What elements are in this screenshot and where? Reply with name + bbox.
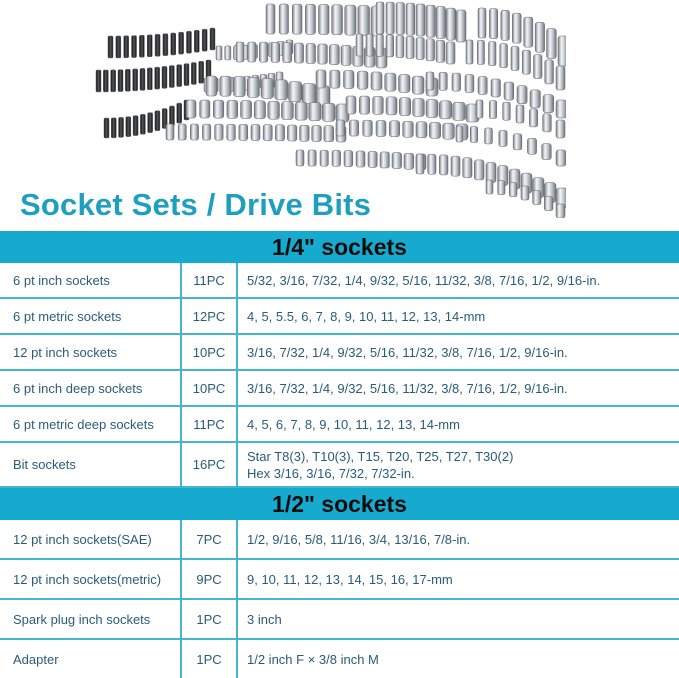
row-name: 12 pt inch sockets(metric) [13,571,162,587]
row-name: Bit sockets [13,457,76,472]
row-sizes: 3/16, 7/32, 1/4, 9/32, 5/16, 11/32, 3/8, 7/16, 1/2, 9/16-in. [247,344,568,360]
row-name: 6 pt metric deep sockets [13,416,154,432]
row-sizes: 5/32, 3/16, 7/32, 1/4, 9/32, 5/16, 11/32, 3/8, 7/16, 1/2, 9/16-in. [247,272,601,288]
row-name: 12 pt inch sockets(SAE) [13,531,152,547]
row-name: 6 pt metric sockets [13,308,122,324]
row-quantity: 11PC [180,407,238,441]
table-row [0,299,679,335]
table-row [0,407,679,443]
table-row [0,640,679,678]
row-name: Spark plug inch sockets [13,611,151,627]
row-quantity: 1PC [180,640,238,678]
row-name: 6 pt inch sockets [13,272,110,288]
row-name: Adapter [13,651,59,667]
row-quantity: 11PC [180,263,238,297]
row-sizes: 4, 5, 6, 7, 8, 9, 10, 11, 12, 13, 14-mm [247,416,460,432]
row-quantity: 10PC [180,371,238,405]
row-sizes: 9, 10, 11, 12, 13, 14, 15, 16, 17-mm [247,571,453,587]
page-title: Socket Sets / Drive Bits [20,187,372,222]
table-row [0,371,679,407]
table-row [0,443,679,488]
row-quantity: 10PC [180,335,238,369]
row-name: 6 pt inch deep sockets [13,380,143,396]
row-sizes: 1/2 inch F × 3/8 inch M [247,651,379,667]
row-quantity: 7PC [180,520,238,558]
row-quantity: 16PC [180,443,238,486]
socket-set-photo [86,0,566,218]
section-header-quarter-inch: 1/4" sockets [0,231,679,263]
spec-table [0,231,679,678]
table-row [0,600,679,640]
table-row [0,560,679,600]
row-sizes: 4, 5, 5.5, 6, 7, 8, 9, 10, 11, 12, 13, 14-mm [247,308,486,324]
table-row [0,520,679,560]
row-sizes-line: Star T8(3), T10(3), T15, T20, T25, T27, T30(2) [247,448,514,464]
section-header-half-inch: 1/2" sockets [0,488,679,520]
row-quantity: 12PC [180,299,238,333]
table-row [0,263,679,299]
row-sizes: 3 inch [247,611,282,627]
row-sizes: 1/2, 9/16, 5/8, 11/16, 3/4, 13/16, 7/8-in. [247,531,471,547]
row-sizes [238,443,679,486]
row-name: 12 pt inch sockets [13,344,118,360]
table-row [0,335,679,371]
row-quantity: 9PC [180,560,238,598]
row-sizes: 3/16, 7/32, 1/4, 9/32, 5/16, 11/32, 3/8, 7/16, 1/2, 9/16-in. [247,380,568,396]
row-quantity: 1PC [180,600,238,638]
row-sizes-line: Hex 3/16, 3/16, 7/32, 7/32-in. [247,465,415,481]
